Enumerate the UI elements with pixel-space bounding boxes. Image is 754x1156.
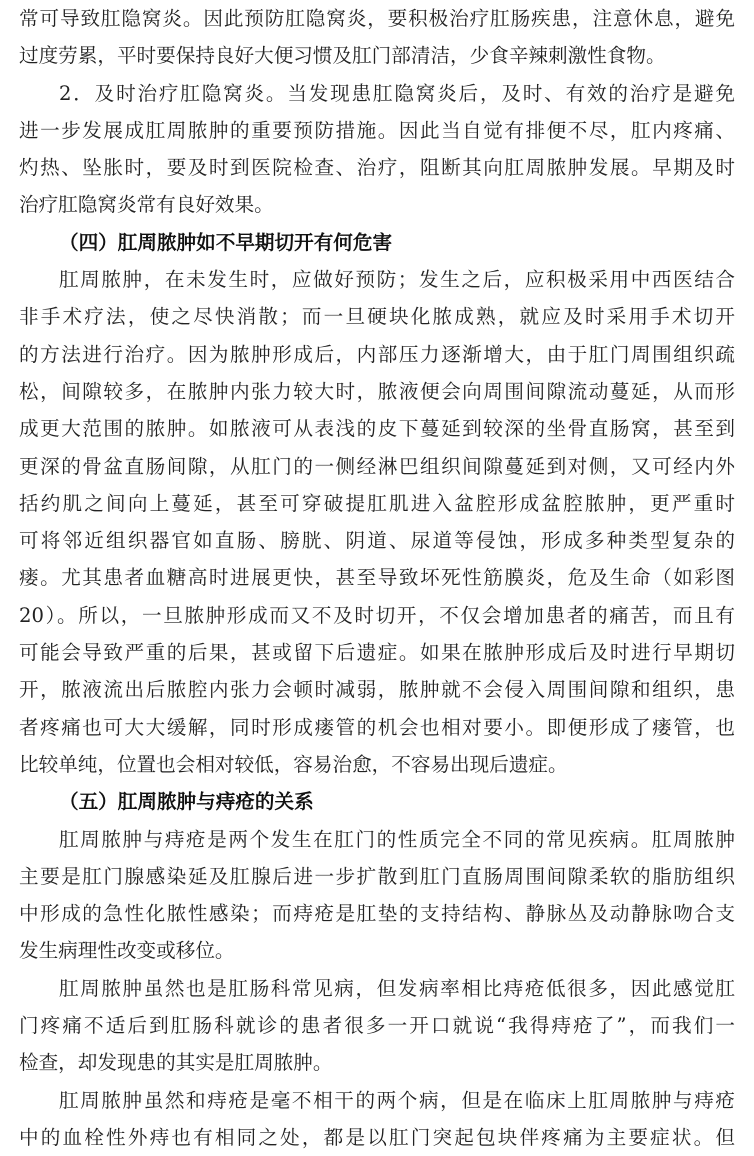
text-line: 肛周脓肿，在未发生时，应做好预防；发生之后，应积极采用中西医结合 bbox=[59, 268, 735, 292]
text-line: 肛周脓肿虽然也是肛肠科常见病，但发病率相比痔疮低很多，因此感觉肛 bbox=[59, 976, 735, 1000]
text-line: 灼热、坠胀时，要及时到医院检查、治疗，阻断其向肛周脓肿发展。早期及时 bbox=[19, 156, 735, 180]
text-line: 检查，却发现患的其实是肛周脓肿。 bbox=[19, 1051, 333, 1075]
text-line: 中形成的急性化脓性感染；而痔疮是肛垫的支持结构、静脉丛及动静脉吻合支 bbox=[19, 902, 735, 926]
text-line: 可将邻近组织器官如直肠、膀胱、阴道、尿道等侵蚀，形成多种类型复杂的 bbox=[19, 529, 735, 553]
text-line: 者疼痛也可大大缓解，同时形成瘘管的机会也相对要小。即便形成了瘘管，也 bbox=[19, 715, 735, 739]
text-line: 的方法进行治疗。因为脓肿形成后，内部压力逐渐增大，由于肛门周围组织疏 bbox=[19, 342, 735, 366]
text-line: 过度劳累，平时要保持良好大便习惯及肛门部清洁，少食辛辣刺激性食物。 bbox=[19, 44, 666, 68]
document-page bbox=[19, 0, 735, 1156]
paragraph bbox=[19, 75, 735, 224]
text-line: 更深的骨盆直肠间隙，从肛门的一侧经淋巴组织间隙蔓延到对侧，又可经内外 bbox=[19, 454, 735, 478]
text-line: 开，脓液流出后脓腔内张力会顿时减弱，脓肿就不会侵入周围间隙和组织，患 bbox=[19, 678, 735, 702]
text-line: 20）。所以，一旦脓肿形成而又不及时切开，不仅会增加患者的痛苦，而且有 bbox=[19, 603, 735, 627]
text-line: 松，间隙较多，在脓肿内张力较大时，脓液便会向周围间隙流动蔓延，从而形 bbox=[19, 379, 735, 403]
section-heading: （五）肛周脓肿与痔疮的关系 bbox=[59, 790, 314, 814]
text-line: 肛周脓肿虽然和痔疮是毫不相干的两个病，但是在临床上肛周脓肿与痔疮 bbox=[59, 1088, 735, 1112]
text-line: 治疗肛隐窝炎常有良好效果。 bbox=[19, 193, 274, 217]
text-line: 括约肌之间向上蔓延，甚至可穿破提肛肌进入盆腔形成盆腔脓肿，更严重时 bbox=[19, 491, 735, 515]
text-line: 进一步发展成肛周脓肿的重要预防措施。因此当自觉有排便不尽，肛内疼痛、 bbox=[19, 118, 735, 142]
document-body bbox=[19, 0, 735, 1156]
text-line: 成更大范围的脓肿。如脓液可从表浅的皮下蔓延到较深的坐骨直肠窝，甚至到 bbox=[19, 417, 735, 441]
text-line: 肛周脓肿与痔疮是两个发生在肛门的性质完全不同的常见疾病。肛周脓肿 bbox=[59, 827, 735, 851]
text-line: 2．及时治疗肛隐窝炎。当发现患肛隐窝炎后，及时、有效的治疗是避免 bbox=[59, 81, 735, 105]
paragraph bbox=[19, 0, 735, 75]
text-line: 非手术疗法，使之尽快消散；而一旦硬块化脓成熟，就应及时采用手术切开 bbox=[19, 305, 735, 329]
text-line: 主要是肛门腺感染延及肛腺后进一步扩散到肛门直肠周围间隙柔软的脂肪组织 bbox=[19, 864, 735, 888]
paragraph bbox=[19, 1082, 735, 1156]
text-line: 门疼痛不适后到肛肠科就诊的患者很多一开口就说“我得痔疮了”，而我们一 bbox=[19, 1014, 735, 1038]
section-heading: （四）肛周脓肿如不早期切开有何危害 bbox=[59, 230, 393, 254]
text-line: 瘘。尤其患者血糖高时进展更快，甚至导致坏死性筋膜炎，危及生命（如彩图 bbox=[19, 566, 735, 590]
paragraph bbox=[19, 261, 735, 783]
paragraph bbox=[19, 821, 735, 970]
text-line: 发生病理性改变或移位。 bbox=[19, 939, 235, 963]
paragraph bbox=[19, 970, 735, 1082]
text-line: 中的血栓性外痔也有相同之处，都是以肛门突起包块伴疼痛为主要症状。但 bbox=[19, 1125, 735, 1149]
text-line: 比较单纯，位置也会相对较低，容易治愈，不容易出现后遗症。 bbox=[19, 752, 568, 776]
text-line: 可能会导致严重的后果，甚或留下后遗症。如果在脓肿形成后及时进行早期切 bbox=[19, 641, 735, 665]
text-line: 常可导致肛隐窝炎。因此预防肛隐窝炎，要积极治疗肛肠疾患，注意休息，避免 bbox=[19, 7, 735, 30]
